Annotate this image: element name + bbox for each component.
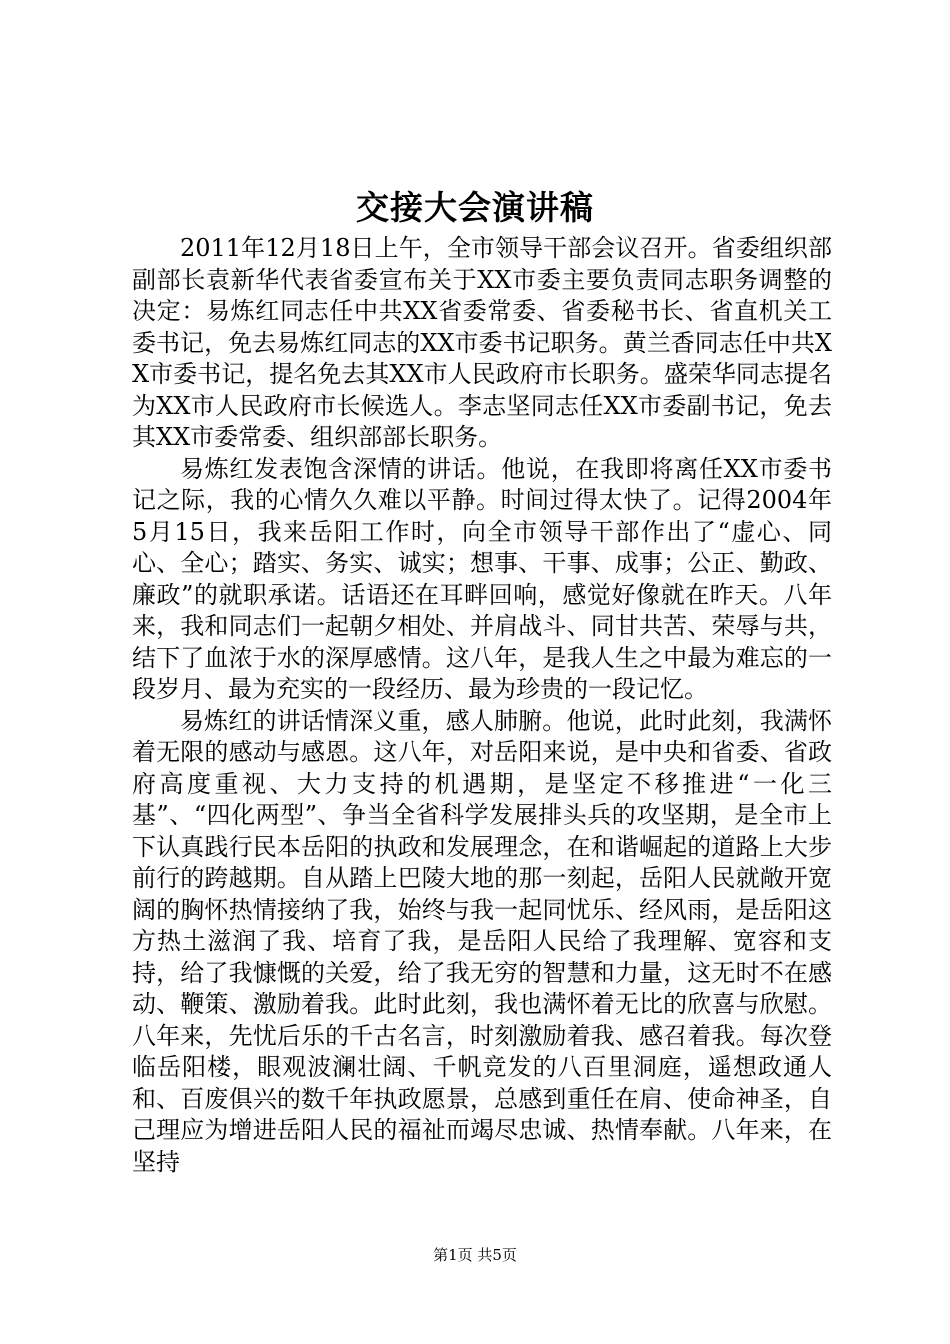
paragraph: 2011年12月18日上午，全市领导干部会议召开。省委组织部副部长袁新华代表省委宣布关于XX市委主要负责同志职务调整的决定：易炼红同志任中共XX省委常委、省委秘书长、省直机关工委书记，免去易炼红同志的XX市委书记职务。黄兰香同志任中共XX市委书记，提名免去其XX市人民政府市长职务。盛荣华同志提名为XX市人民政府市长候选人。李志坚同志任XX市委副书记，免去其XX市委常委、组织部部长职务。 <box>132 234 832 451</box>
document-body <box>132 233 832 1178</box>
document-title: 交接大会演讲稿 <box>356 188 594 227</box>
page-number-footer: 第1页 共5页 <box>433 1246 517 1264</box>
paragraph: 易炼红的讲话情深义重，感人肺腑。他说，此时此刻，我满怀着无限的感动与感恩。这八年，对岳阳来说，是中央和省委、省政府高度重视、大力支持的机遇期，是坚定不移推进“一化三基”、“四化两型”、争当全省科学发展排头兵的攻坚期，是全市上下认真践行民本岳阳的执政和发展理念，在和谐崛起的道路上大步前行的跨越期。自从踏上巴陵大地的那一刻起，岳阳人民就敞开宽阔的胸怀热情接纳了我，始终与我一起同忧乐、经风雨，是岳阳这方热土滋润了我、培育了我，是岳阳人民给了我理解、宽容和支持，给了我慷慨的关爱，给了我无穷的智慧和力量，这无时不在感动、鞭策、激励着我。此时此刻，我也满怀着无比的欣喜与欣慰。八年来，先忧后乐的千古名言，时刻激励着我、感召着我。每次登临岳阳楼，眼观波澜壮阔、千帆竞发的八百里洞庭，遥想政通人和、百废俱兴的数千年执政愿景，总感到重任在肩、使命神圣，自己理应为增进岳阳人民的福祉而竭尽忠诚、热情奉献。八年来，在坚持 <box>132 706 832 1176</box>
paragraph: 易炼红发表饱含深情的讲话。他说，在我即将离任XX市委书记之际，我的心情久久难以平静。时间过得太快了。记得2004年5月15日，我来岳阳工作时，向全市领导干部作出了“虚心、同心、全心；踏实、务实、诚实；想事、干事、成事；公正、勤政、廉政”的就职承诺。话语还在耳畔回响，感觉好像就在昨天。八年来，我和同志们一起朝夕相处、并肩战斗、同甘共苦、荣辱与共，结下了血浓于水的深厚感情。这八年，是我人生之中最为难忘的一段岁月、最为充实的一段经历、最为珍贵的一段记忆。 <box>132 454 832 703</box>
